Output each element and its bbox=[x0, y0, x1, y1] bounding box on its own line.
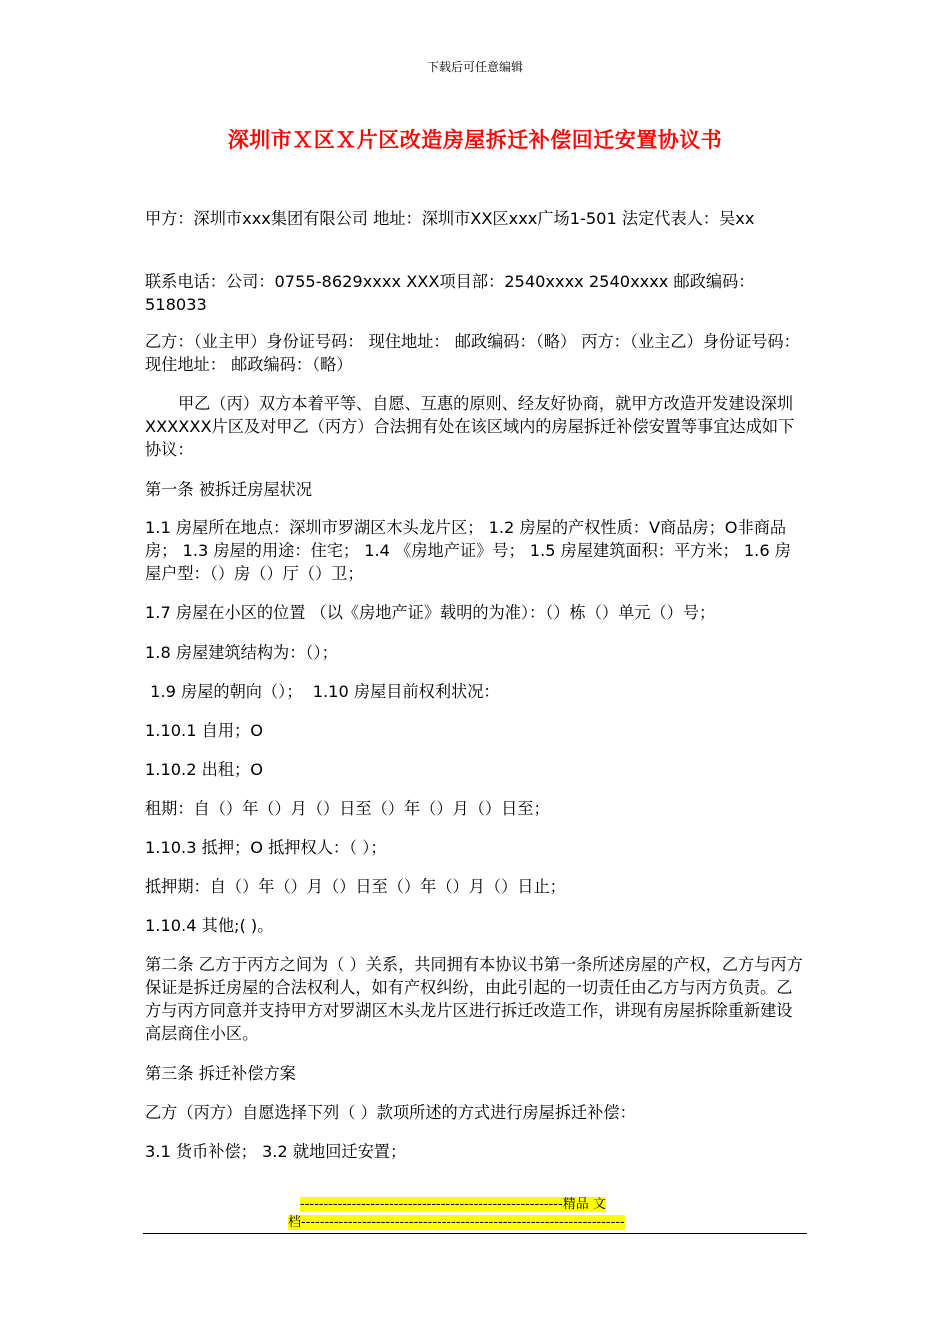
article-1-heading: 第一条 被拆迁房屋状况 bbox=[145, 480, 313, 499]
party-a-paragraph: 甲方：深圳市xxx集团有限公司 地址：深圳市XX区xxx广场1-501 法定代表人：吴xx bbox=[145, 209, 755, 228]
item-1-8-paragraph: 1.8 房屋建筑结构为：（）； bbox=[145, 643, 338, 662]
document-title: 深圳市Ｘ区Ｘ片区改造房屋拆迁补偿回迁安置协议书 bbox=[227, 128, 723, 152]
footer-watermark bbox=[288, 1196, 668, 1232]
item-1-9-paragraph: 1.9 房屋的朝向（）； 1.10 房屋目前权利状况： bbox=[145, 682, 500, 701]
header-note: 下载后可任意编辑 bbox=[426, 60, 523, 74]
lease-term-paragraph: 租期：自（）年（）月（）日至（）年（）月（）日至； bbox=[145, 799, 550, 818]
article-1-items-paragraph: 1.1 房屋所在地点：深圳市罗湖区木头龙片区； 1.2 房屋的产权性质：V商品房；O非商品房； 1.3 房屋的用途：住宅； 1.4 《房地产证》号； 1.5 房屋建筑面积：平方米； 1.6 房屋户型：（）房（）厅（）卫； bbox=[145, 518, 791, 583]
party-b-c-paragraph: 乙方：（业主甲）身份证号码： 现住地址： 邮政编码：（略） 丙方：（业主乙）身份证号码： 现住地址： 邮政编码：（略） bbox=[145, 332, 800, 374]
footer-divider bbox=[143, 1233, 807, 1234]
compensation-choice-paragraph: 乙方（丙方）自愿选择下列（ ）款项所述的方式进行房屋拆迁补偿： bbox=[145, 1103, 636, 1122]
item-3-1-3-2-paragraph: 3.1 货币补偿； 3.2 就地回迁安置； bbox=[145, 1142, 407, 1161]
item-1-7-paragraph: 1.7 房屋在小区的位置 （以《房地产证》载明的为准）：（）栋（）单元（）号； bbox=[145, 603, 716, 622]
preamble-paragraph: 甲乙（丙）双方本着平等、自愿、互惠的原则、经友好协商，就甲方改造开发建设深圳XXXXXX片区及对甲乙（丙方）合法拥有处在该区域内的房屋拆迁补偿安置等事宜达成如下协议： bbox=[145, 394, 795, 459]
item-1-10-3-paragraph: 1.10.3 抵押；O 抵押权人：（ ）； bbox=[145, 838, 387, 857]
article-3-heading: 第三条 拆迁补偿方案 bbox=[145, 1064, 296, 1083]
item-1-10-4-paragraph: 1.10.4 其他;( )。 bbox=[145, 916, 274, 935]
mortgage-term-paragraph: 抵押期：自（）年（）月（）日至（）年（）月（）日止； bbox=[145, 877, 566, 896]
item-1-10-2-paragraph: 1.10.2 出租；O bbox=[145, 760, 263, 779]
item-1-10-1-paragraph: 1.10.1 自用；O bbox=[145, 721, 263, 740]
contact-paragraph: 联系电话：公司：0755-8629xxxx XXX项目部：2540xxxx 2540xxxx 邮政编码：518033 bbox=[145, 272, 755, 314]
article-2-paragraph: 第二条 乙方于丙方之间为（ ）关系，共同拥有本协议书第一条所述房屋的产权，乙方与丙方保证是拆迁房屋的合法权利人，如有产权纠纷，由此引起的一切责任由乙方与丙方负责。乙方与丙方同意并支持甲方对罗湖区木头龙片区进行拆迁改造工作，讲现有房屋拆除重新建设高层商住小区。 bbox=[145, 955, 803, 1043]
footer-line-1: --------------------------------------------------------精品 文 bbox=[300, 1197, 606, 1212]
footer-line-2: 档--------------------------------------------------------------------- bbox=[288, 1215, 625, 1230]
